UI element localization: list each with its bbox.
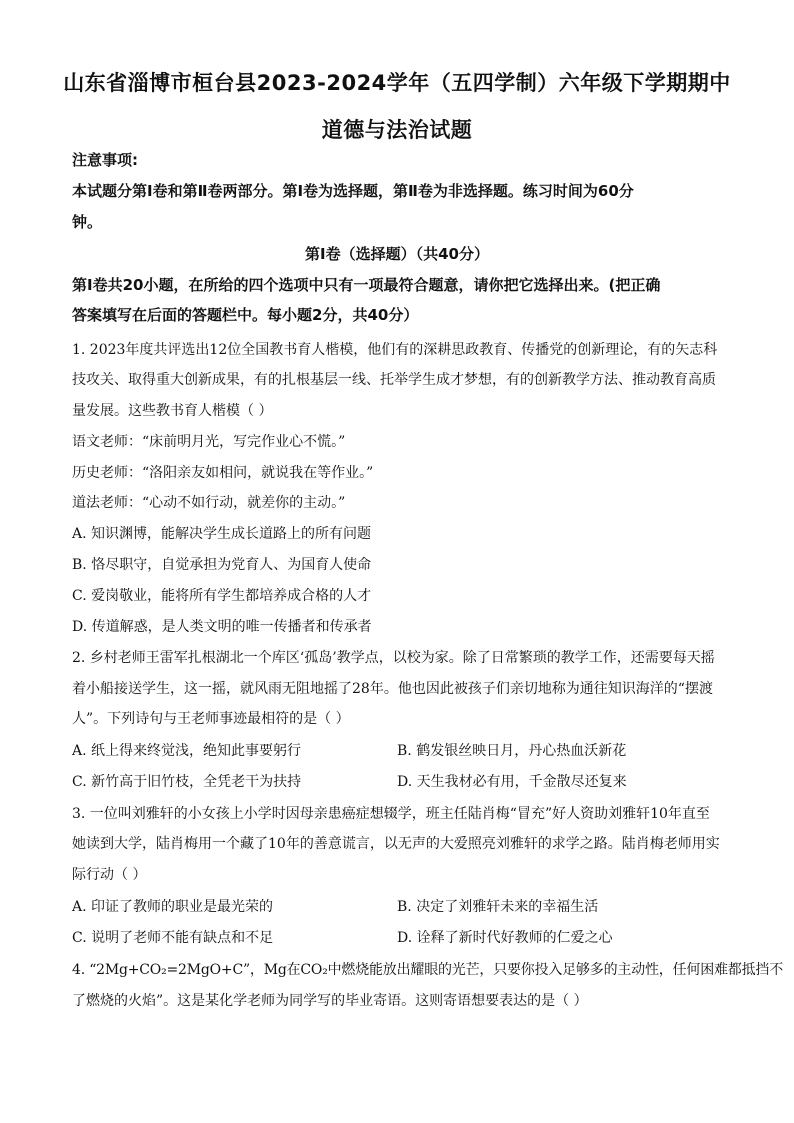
q3-option-b: B. 决定了刘雅轩未来的幸福生活 xyxy=(397,899,599,915)
section-instruction-line2: 答案填写在后面的答题栏中。每小题2分，共40分） xyxy=(72,306,419,324)
q1-option-b: B. 恪尽职守，自觉承担为党育人、为国育人使命 xyxy=(72,557,372,573)
q2-option-c: C. 新竹高于旧竹枝，全凭老干为扶持 xyxy=(72,774,302,790)
q3-option-a: A. 印证了教师的职业是最光荣的 xyxy=(72,899,274,915)
q1-quote2: 历史老师：“洛阳亲友如相问，就说我在等作业。” xyxy=(72,465,374,481)
q2-option-d: D. 天生我材必有用，千金散尽还复来 xyxy=(397,774,627,790)
q2-option-a: A. 纸上得来终觉浅，绝知此事要躬行 xyxy=(72,743,302,759)
q1-quote1: 语文老师：“床前明月光，写完作业心不慌。” xyxy=(72,434,346,450)
q1-quote3: 道法老师：“心动不如行动，就差你的主动。” xyxy=(72,495,346,511)
q3-option-c: C. 说明了老师不能有缺点和不足 xyxy=(72,930,274,946)
q1-stem-line1: 1. 2023年度共评选出12位全国教书育人楷模，他们有的深耕思政教育、传播党的创新理论，有的矢志科 xyxy=(72,342,718,358)
q2-stem-line1: 2. 乡村老师王雷军扎根湖北一个库区‘孤岛’教学点，以校为家。除了日常繁琐的教学工作，还需要每天摇 xyxy=(72,650,715,666)
q1-stem-line3: 量发展。这些教书育人楷模（ ） xyxy=(72,403,273,419)
notice-text-line2: 钟。 xyxy=(72,213,103,231)
section-title: 第Ⅰ卷（选择题）（共40分） xyxy=(305,245,489,263)
q3-option-d: D. 诠释了新时代好教师的仁爱之心 xyxy=(397,930,613,946)
q3-stem-line1: 3. 一位叫刘雅轩的小女孩上小学时因母亲患癌症想辍学，班主任陆肖梅“冒充”好人资助刘雅轩10年直至 xyxy=(72,806,710,822)
q1-option-c: C. 爱岗敬业，能将所有学生都培养成合格的人才 xyxy=(72,588,372,604)
exam-subtitle: 道德与法治试题 xyxy=(321,118,473,142)
section-instruction-line1: 第Ⅰ卷共20小题，在所给的四个选项中只有一项最符合题意，请你把它选择出来。(把正确 xyxy=(72,276,661,294)
q3-stem-line3: 际行动（ ） xyxy=(72,867,147,883)
q2-stem-line2: 着小船接送学生，这一摇，就风雨无阻地摇了28年。他也因此被孩子们亲切地称为通往知识海洋的“摆渡 xyxy=(72,681,713,697)
q1-stem-line2: 技攻关、取得重大创新成果，有的扎根基层一线、托举学生成才梦想，有的创新教学方法、推动教育高质 xyxy=(72,372,716,388)
q2-stem-line3: 人”。下列诗句与王老师事迹最相符的是（ ） xyxy=(72,711,350,727)
q4-stem-line1: 4. “2Mg+CO₂=2MgO+C”，Mg在CO₂中燃烧能放出耀眼的光芒，只要你投入足够多的主动性，任何困难都抵挡不 xyxy=(72,962,784,978)
q2-option-b: B. 鹤发银丝映日月，丹心热血沃新花 xyxy=(397,743,627,759)
exam-title: 山东省淄博市桓台县2023-2024学年（五四学制）六年级下学期期中 xyxy=(63,71,731,95)
notice-text-line1: 本试题分第Ⅰ卷和第Ⅱ卷两部分。第Ⅰ卷为选择题，第Ⅱ卷为非选择题。练习时间为60分 xyxy=(72,182,634,200)
q3-stem-line2: 她读到大学，陆肖梅用一个藏了10年的善意谎言，以无声的大爱照亮刘雅轩的求学之路。陆肖梅老师用实 xyxy=(72,836,720,852)
q4-stem-line2: 了燃烧的火焰”。这是某化学老师为同学写的毕业寄语。这则寄语想要表达的是（ ） xyxy=(72,993,588,1009)
notice-heading: 注意事项: xyxy=(72,151,138,169)
q1-option-a: A. 知识渊博，能解决学生成长道路上的所有问题 xyxy=(72,526,372,542)
q1-option-d: D. 传道解惑，是人类文明的唯一传播者和传承者 xyxy=(72,619,372,635)
